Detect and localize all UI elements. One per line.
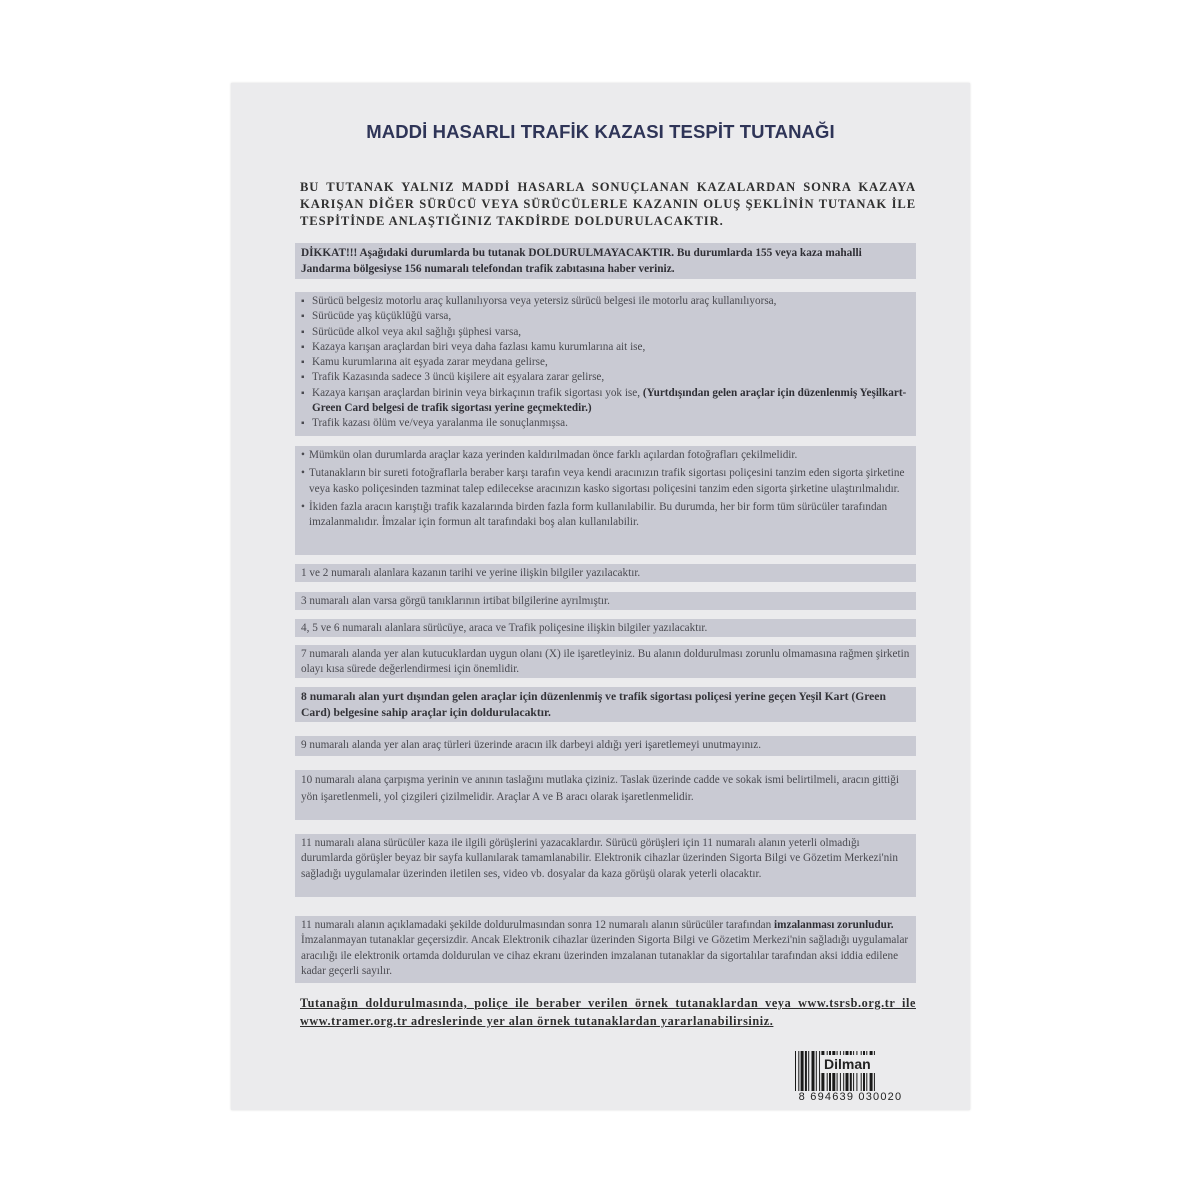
condition-item: ▪ Trafik Kazasında sadece 3 üncü kişilere ait eşyalara zarar gelirse, (301, 370, 910, 385)
field-12-text-c: İmzalanmayan tutanaklar geçersizdir. Ancak Elektronik cihazlar üzerinden Sigorta Bilgi ve Gözetim Merkezi'nin sağladığı uygulamalar aracılığı ile elektronik ortamda doldurulan ve cihaz ekranı üzerinden imzalanan tutanaklar da sigortalılar tarafından aksi iddia edilene kadar geçerli sayılır. (301, 934, 909, 977)
conditions-list (301, 294, 910, 432)
condition-insurance-note: (Yurtdışından gelen araçlar için düzenlenmiş Yeşilkart-Green Card belgesi de trafik sigortası yerine geçmektedir.) (312, 386, 907, 415)
brand-logo: Dilman (820, 1055, 875, 1073)
field-9-note: 9 numaralı alanda yer alan araç türleri üzerinde aracın ilk darbeyi aldığı yeri işaretlemeyi unutmayınız. (295, 736, 916, 756)
document-sheet (231, 83, 970, 1110)
field-8-note: 8 numaralı alan yurt dışından gelen araçlar için düzenlenmiş ve trafik sigortası poliçesi yerine geçen Yeşil Kart (Green Card) belgesine sahip araçlar için doldurulacaktır. (295, 687, 916, 722)
warning-panel: DİKKAT!!! Aşağıdaki durumlarda bu tutanak DOLDURULMAYACAKTIR. Bu durumlarda 155 veya kaza mahalli Jandarma bölgesiyse 156 numaralı telefondan trafik zabıtasına haber veriniz. (295, 243, 916, 279)
notes-panel (295, 446, 916, 555)
condition-item: ▪ Sürücüde alkol veya akıl sağlığı şüphesi varsa, (301, 325, 910, 340)
condition-item: ▪ Trafik kazası ölüm ve/veya yaralanma ile sonuçlanmışsa. (301, 416, 910, 431)
condition-item: ▪ Sürücüde yaş küçüklüğü varsa, (301, 309, 910, 324)
field-3-note: 3 numaralı alan varsa görgü tanıklarının irtibat bilgilerine ayrılmıştır. (295, 592, 916, 610)
field-12-text-a: 11 numaralı alanın açıklamadaki şekilde doldurulmasından sonra 12 numaralı alanın sürücüler tarafından (301, 919, 775, 931)
note-item: • Mümkün olan durumlarda araçlar kaza yerinden kaldırılmadan önce farklı açılardan fotoğrafları çekilmelidir. (301, 448, 910, 463)
condition-item: ▪ Sürücü belgesiz motorlu araç kullanılıyorsa veya yetersiz sürücü belgesi ile motorlu araç kullanılıyorsa, (301, 294, 910, 309)
note-item: • İkiden fazla aracın karıştığı trafik kazalarında birden fazla form kullanılabilir. Bu durumda, her bir form tüm sürücüler tarafından imzalanmalıdır. İmzalar için formun alt tarafındaki boş alan kullanılabilir. (301, 500, 910, 531)
barcode-number: 8 694639 030020 (798, 1091, 903, 1103)
field-7-note: 7 numaralı alanda yer alan kutucuklardan uygun olanı (X) ile işaretleyiniz. Bu alanın doldurulması zorunlu olmamasına rağmen şirketin olayı kısa sürede değerlendirmesi için önemlidir. (295, 645, 916, 678)
conditions-panel (295, 292, 916, 436)
field-4-6-note: 4, 5 ve 6 numaralı alanlara sürücüye, araca ve Trafik poliçesine ilişkin bilgiler yazılacaktır. (295, 619, 916, 637)
condition-item: ▪ Kamu kurumlarına ait eşyada zarar meydana gelirse, (301, 355, 910, 370)
condition-insurance-text: Kazaya karışan araçlardan birinin veya birkaçının trafik sigortası yok ise, (312, 386, 643, 399)
reference-note: Tutanağın doldurulmasında, poliçe ile beraber verilen örnek tutanaklardan veya www.tsrsb.org.tr ile www.tramer.org.tr adreslerinde yer alan örnek tutanaklardan yararlanabilirsiniz. (300, 996, 916, 1028)
barcode (789, 1051, 912, 1106)
field-1-2-note: 1 ve 2 numaralı alanlara kazanın tarihi ve yerine ilişkin bilgiler yazılacaktır. (295, 564, 916, 582)
condition-item-insurance (301, 386, 910, 417)
document-title: MADDİ HASARLI TRAFİK KAZASI TESPİT TUTANAĞI (366, 121, 835, 142)
field-11-note: 11 numaralı alana sürücüler kaza ile ilgili görüşlerini yazacaklardır. Sürücü görüşleri için 11 numaralı alanın yeterli olmadığı durumlarda görüşler beyaz bir sayfa kullanılarak tamamlanabilir. Elektronik cihazlar üzerinden Sigorta Bilgi ve Gözetim Merkezi'nin sağladığı uygulamalar üzerinden iletilen ses, video vb. dosyalar da kaza görüşü olarak yeterli olacaktır. (295, 834, 916, 897)
field-12-required: imzalanması zorunludur. (774, 919, 894, 931)
condition-item: ▪ Kazaya karışan araçlardan biri veya daha fazlası kamu kurumlarına ait ise, (301, 340, 910, 355)
field-10-note: 10 numaralı alana çarpışma yerinin ve anının taslağını mutlaka çiziniz. Taslak üzerinde cadde ve sokak ismi belirtilmeli, aracın gittiği yön işaretlenmeli, yol çizgileri çizilmelidir. Araçlar A ve B aracı olarak işaretlenmelidir. (295, 770, 916, 820)
intro-paragraph: BU TUTANAK YALNIZ MADDİ HASARLA SONUÇLANAN KAZALARDAN SONRA KAZAYA KARIŞAN DİĞER SÜRÜCÜ VEYA SÜRÜCÜLERLE KAZANIN OLUŞ ŞEKLİNİN TUTANAK İLE TESPİTİNDE ANLAŞTIĞINIZ TAKDİRDE DOLDURULACAKTIR. (300, 180, 916, 228)
field-12-note (295, 916, 916, 983)
note-item: • Tutanakların bir sureti fotoğraflarla beraber karşı tarafın veya kendi aracınızın trafik sigortası poliçesini tanzim eden sigorta şirketine veya kasko poliçesinden tazminat talep edilecekse aracınızın kasko sigortası poliçesini tanzim eden sigorta şirketine ulaştırılmalıdır. (301, 466, 910, 497)
